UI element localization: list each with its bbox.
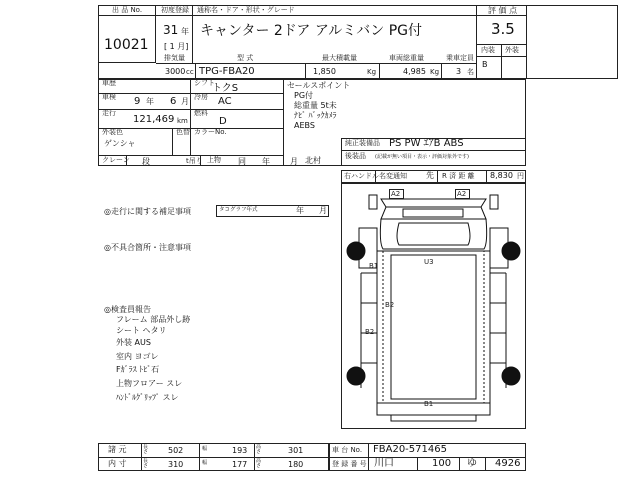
- upper-month: 月: [290, 157, 298, 166]
- crane-label: クレーン: [102, 156, 130, 164]
- color-value: ゲンシャ: [104, 139, 136, 148]
- damage-mark-label: U3: [424, 258, 434, 266]
- interior-value: B: [482, 60, 488, 69]
- first-reg-label: 初度登録: [161, 6, 189, 14]
- shift-value: トクS: [212, 83, 239, 94]
- length-value: 502: [168, 446, 184, 455]
- max-load-unit: Kg: [367, 68, 377, 76]
- inspection-label: 車検: [102, 93, 116, 101]
- lot-label: 出 品 No.: [112, 6, 143, 14]
- displacement-value: 3000: [165, 67, 186, 76]
- sales-point-line: 総重量 5t未: [294, 101, 337, 110]
- crane-stage: 段: [142, 157, 150, 166]
- sales-point-line: AEBS: [294, 121, 315, 130]
- max-load-value: 1,850: [313, 67, 336, 76]
- genuine-label: 純正装備品: [345, 139, 380, 147]
- inspection-month: 6: [170, 96, 177, 107]
- inspection-year-unit: 年: [146, 97, 154, 106]
- model-name: キャンター 2ドア アルミバン PG付: [200, 23, 423, 39]
- score-value: 3.5: [491, 20, 515, 38]
- upper-year: 年: [262, 157, 270, 166]
- fuel-value: D: [219, 116, 227, 127]
- height-value: 180: [288, 460, 304, 469]
- mileage-label: 走行: [102, 109, 116, 117]
- exterior-label: 外装: [505, 46, 519, 54]
- damage-mark-label: B1: [424, 400, 434, 408]
- color-label: 外装色: [102, 128, 123, 136]
- tachograph-month: 月: [319, 206, 327, 215]
- plate-number: 4926: [495, 458, 521, 469]
- inspector-line: ﾊﾝﾄﾞﾙｸﾞﾘｯﾌﾟ スレ: [116, 393, 179, 402]
- after-label: 後装品: [345, 152, 366, 160]
- inspector-line: 上物フロアー スレ: [116, 379, 183, 388]
- type-label: 型 式: [237, 54, 254, 62]
- height-value: 301: [288, 446, 304, 455]
- defects-title: ◎不具合箇所・注意事項: [104, 243, 191, 252]
- capacity-unit: 名: [467, 68, 474, 76]
- damage-mark-label: B2: [385, 301, 395, 309]
- shift-label: シフト: [194, 79, 215, 87]
- upper-maker: 北村: [305, 156, 321, 165]
- length-label: 長さ: [143, 458, 149, 469]
- capacity-value: 3: [456, 67, 462, 76]
- first-reg-month: [ 1 月]: [164, 42, 189, 51]
- width-value: 193: [232, 446, 248, 455]
- r-mileage-value: 8,830: [490, 171, 513, 180]
- displacement-label: 排気量: [164, 54, 185, 62]
- ac-label: 冷房: [194, 93, 208, 101]
- name-change-label: 名変通知: [379, 172, 407, 180]
- ac-value: AC: [218, 96, 232, 107]
- specs-row-label: 諸 元: [108, 445, 127, 454]
- gross-unit: Kg: [430, 68, 440, 76]
- max-load-label: 最大積載量: [322, 54, 357, 62]
- name-change-value: 先: [426, 171, 434, 180]
- damage-mark-label: A2: [391, 190, 401, 198]
- model-label: 通称名・ドア・形状・グレード: [197, 6, 295, 14]
- first-reg-year: 31: [163, 23, 179, 37]
- inspector-line: フレーム 部品外し跡: [116, 315, 191, 324]
- r-mileage-unit: 円: [517, 172, 524, 180]
- capacity-label: 乗車定員: [446, 54, 474, 62]
- inspector-line: 外装 AUS: [116, 338, 151, 347]
- plate-label: 登 録 番 号: [332, 460, 367, 468]
- mileage-value: 121,469: [133, 114, 175, 125]
- type-value: TPG-FBA20: [199, 66, 255, 77]
- sales-point-line: ﾅﾋﾞ ﾊﾞｯｸｶﾒﾗ: [294, 111, 337, 120]
- after-note: (記載が無い項目・表示・評価対象外です): [375, 154, 469, 160]
- upper-label: 上物: [207, 156, 221, 164]
- interior-label: 内装: [481, 46, 495, 54]
- width-label: 幅: [202, 446, 208, 452]
- inspector-line: Fｶﾞﾗｽ ﾄﾋﾞ石: [116, 365, 160, 374]
- plate-city: 川口: [374, 458, 394, 469]
- steering-label: 右ハンドル: [344, 172, 379, 180]
- height-label: 高さ: [256, 444, 262, 455]
- genuine-value: PS PW ｴｱB ABS: [389, 138, 464, 149]
- color-change-label: 色替: [176, 128, 190, 136]
- vin-value: FBA20-571465: [373, 444, 447, 455]
- width-label: 幅: [202, 460, 208, 466]
- score-label: 評 価 点: [488, 6, 518, 15]
- inspector-line: シート ヘタリ: [116, 326, 167, 335]
- r-mileage-label: R 済 距 離: [442, 172, 475, 180]
- width-value: 177: [232, 460, 248, 469]
- mileage-unit: km: [177, 117, 188, 125]
- first-reg-year-unit: 年: [181, 27, 189, 36]
- gross-label: 車両総重量: [389, 54, 424, 62]
- sales-points-title: セールスポイント: [287, 81, 351, 90]
- history-label: 車歴: [102, 79, 116, 87]
- plate-class: 100: [432, 458, 452, 469]
- vin-label: 車 台 No.: [332, 446, 363, 454]
- height-label: 高さ: [256, 458, 262, 469]
- tachograph-label: タコグラフ年式: [219, 207, 258, 213]
- running-notes-title: ◎走行に関する補足事項: [104, 207, 191, 216]
- vehicle-diagram: [341, 183, 526, 429]
- gross-value: 4,985: [403, 67, 426, 76]
- upper-same: 同: [238, 157, 246, 166]
- crane-tonnage: t吊り: [186, 157, 203, 165]
- inspector-line: 室内 ヨゴレ: [116, 352, 159, 361]
- plate-kana: ゆ: [467, 458, 477, 469]
- tachograph-year: 年: [296, 206, 304, 215]
- lot-number: 10021: [104, 37, 149, 53]
- sales-point-line: PG付: [294, 91, 314, 100]
- damage-mark-label: A2: [457, 190, 467, 198]
- length-label: 長さ: [143, 444, 149, 455]
- inspector-title: ◎検査員報告: [104, 305, 151, 314]
- inspection-month-unit: 月: [181, 97, 189, 106]
- damage-mark-label: B2: [365, 328, 375, 336]
- length-value: 310: [168, 460, 184, 469]
- inspection-year: 9: [134, 96, 141, 107]
- fuel-label: 燃料: [194, 109, 208, 117]
- interior-dims-label: 内 寸: [108, 459, 127, 468]
- damage-mark-label: B1: [369, 262, 379, 270]
- displacement-unit: cc: [186, 68, 194, 76]
- color-no-label: カラーNo.: [194, 128, 227, 136]
